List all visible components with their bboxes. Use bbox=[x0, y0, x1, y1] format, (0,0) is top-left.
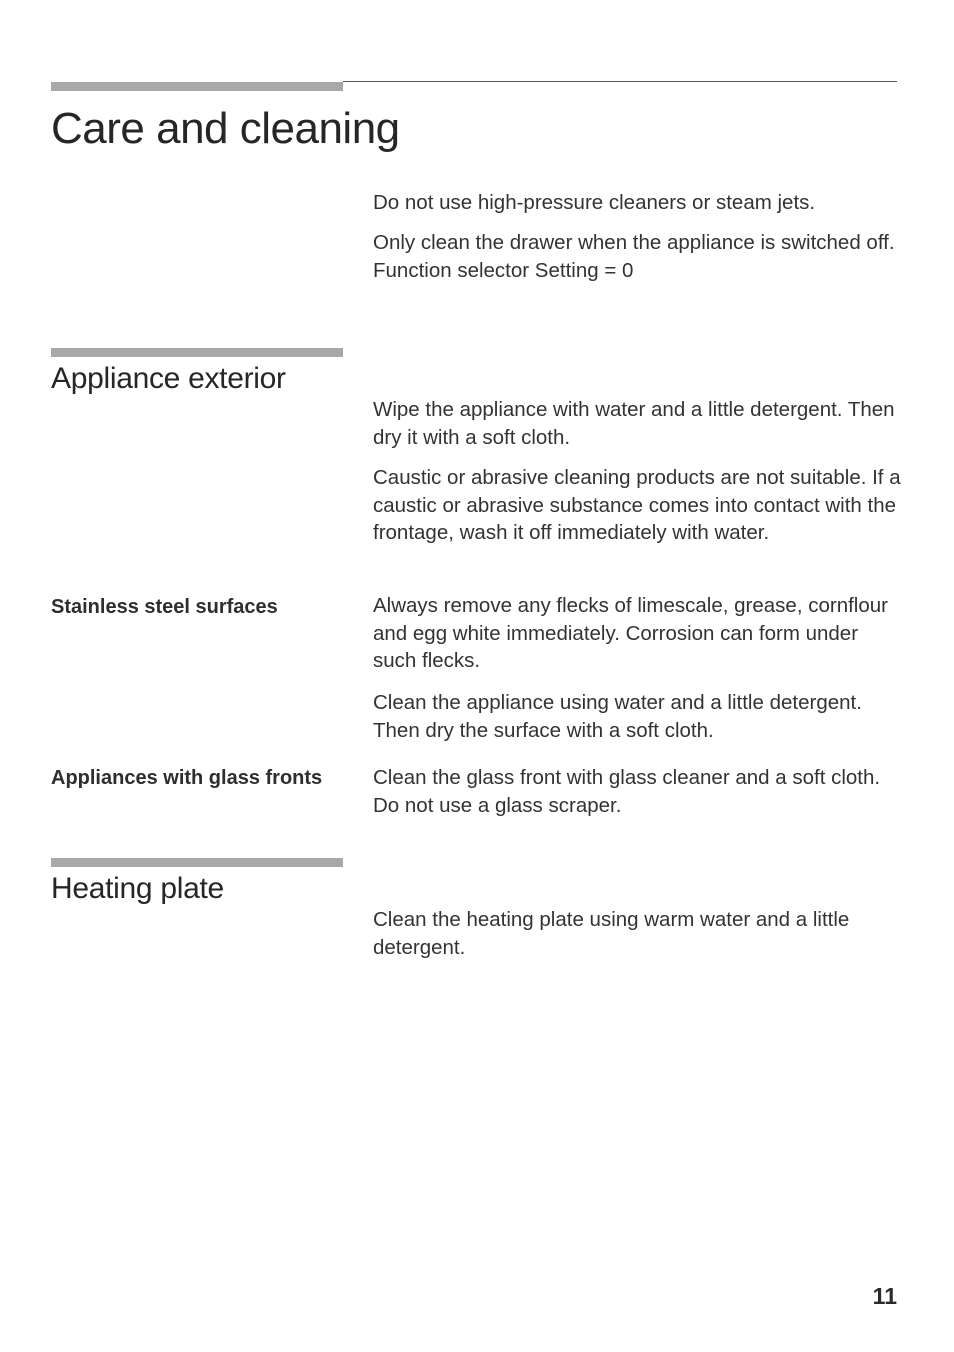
title-rule-thin bbox=[343, 81, 897, 82]
title-rule-thick bbox=[51, 82, 343, 91]
section-bar-heating bbox=[51, 858, 343, 867]
intro-paragraph-2-line-1: Only clean the drawer when the appliance is switched off. bbox=[373, 231, 895, 254]
page-number: 11 bbox=[872, 1283, 897, 1309]
subheading-stainless-steel: Stainless steel surfaces bbox=[51, 596, 278, 618]
stainless-paragraph-1: Always remove any flecks of limescale, grease, cornflour and egg white immediately. Corrosion can form under such flecks. bbox=[373, 594, 888, 672]
intro-paragraph-2 bbox=[373, 229, 903, 284]
exterior-paragraph-1: Wipe the appliance with water and a little detergent. Then dry it with a soft cloth. bbox=[373, 398, 895, 449]
intro-paragraph-2-line-2: Function selector Setting = 0 bbox=[373, 258, 634, 282]
subheading-glass-fronts: Appliances with glass fronts bbox=[51, 767, 323, 789]
stainless-paragraph-2: Clean the appliance using water and a little detergent. Then dry the surface with a soft cloth. bbox=[373, 691, 862, 742]
heating-paragraph-1: Clean the heating plate using warm water and a little detergent. bbox=[373, 908, 850, 959]
intro-paragraph-1: Do not use high-pressure cleaners or steam jets. bbox=[373, 191, 816, 214]
exterior-paragraph-2: Caustic or abrasive cleaning products are not suitable. If a caustic or abrasive substance comes into contact with the frontage, wash it off immediately with water. bbox=[373, 466, 901, 544]
section-heading-exterior: Appliance exterior bbox=[51, 362, 286, 395]
section-heading-heating: Heating plate bbox=[51, 872, 224, 905]
glass-paragraph-1: Clean the glass front with glass cleaner and a soft cloth. Do not use a glass scraper. bbox=[373, 766, 881, 817]
page-title: Care and cleaning bbox=[51, 104, 400, 153]
section-bar-exterior bbox=[51, 348, 343, 357]
